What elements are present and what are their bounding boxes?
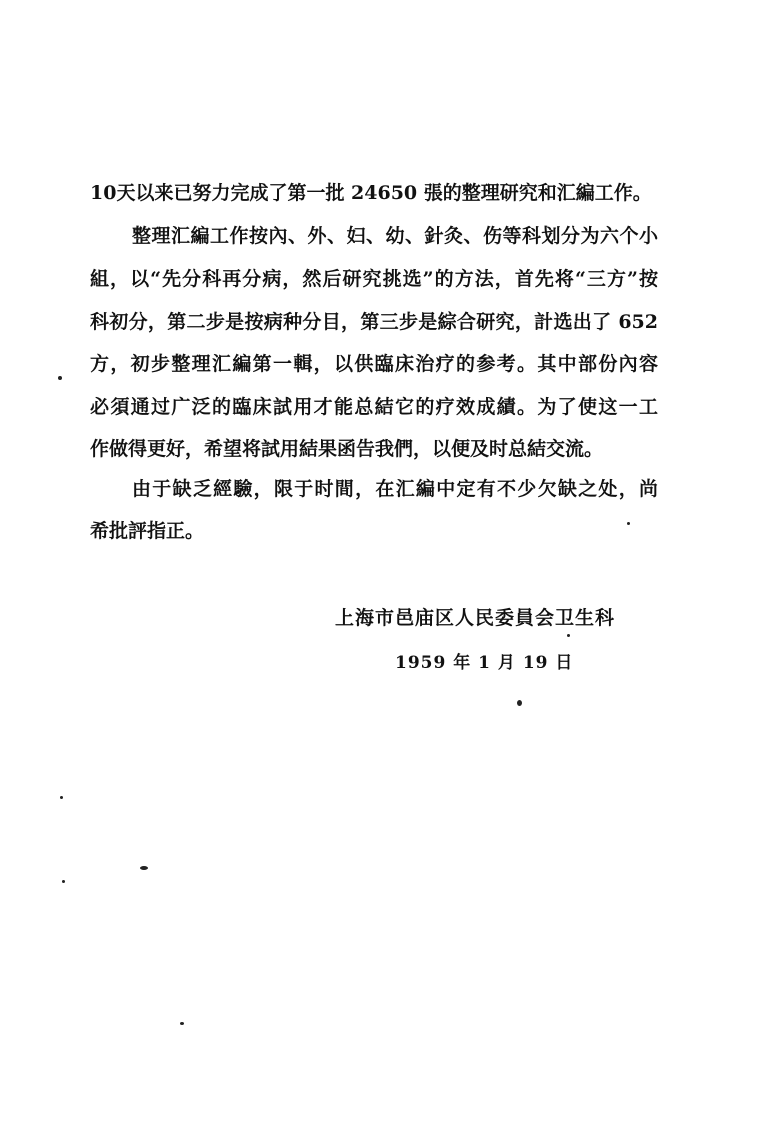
paragraph-line: 作做得更好，希望将試用結果函告我們，以便及时总結交流。 <box>90 438 604 460</box>
paragraph-line: 必須通过广泛的臨床試用才能总結它的疗效成績。为了使这一工 <box>90 396 658 418</box>
scan-speck <box>627 522 630 525</box>
paragraph-line: 由于缺乏經驗，限于时間，在汇編中定有不少欠缺之处，尚 <box>132 478 658 500</box>
signature-organization: 上海市邑庙区人民委員会卫生科 <box>335 607 616 629</box>
scan-speck <box>60 796 63 799</box>
paragraph-line: 組，以“先分科再分病，然后研究挑选”的方法，首先将“三方”按 <box>90 268 658 290</box>
paragraph-line: 整理汇編工作按內、外、妇、幼、針灸、伤等科划分为六个小 <box>132 225 658 247</box>
scan-speck <box>140 866 148 870</box>
paragraph-line: 方，初步整理汇編第一輯，以供臨床治疗的参考。其中部份內容 <box>90 353 658 375</box>
signature-date: 1959 年 1 月 19 日 <box>395 653 574 673</box>
paragraph-line: 科初分，第二步是按病种分目，第三步是綜合研究，計选出了 652 <box>90 311 658 333</box>
paragraph-line: 10天以来已努力完成了第一批 24650 張的整理研究和汇編工作。 <box>90 182 652 204</box>
scan-speck <box>567 634 570 637</box>
paragraph-line: 希批評指正。 <box>90 520 205 542</box>
scan-speck <box>517 700 522 706</box>
scan-speck <box>180 1022 184 1025</box>
scan-speck <box>62 880 65 883</box>
scan-speck <box>58 376 62 380</box>
